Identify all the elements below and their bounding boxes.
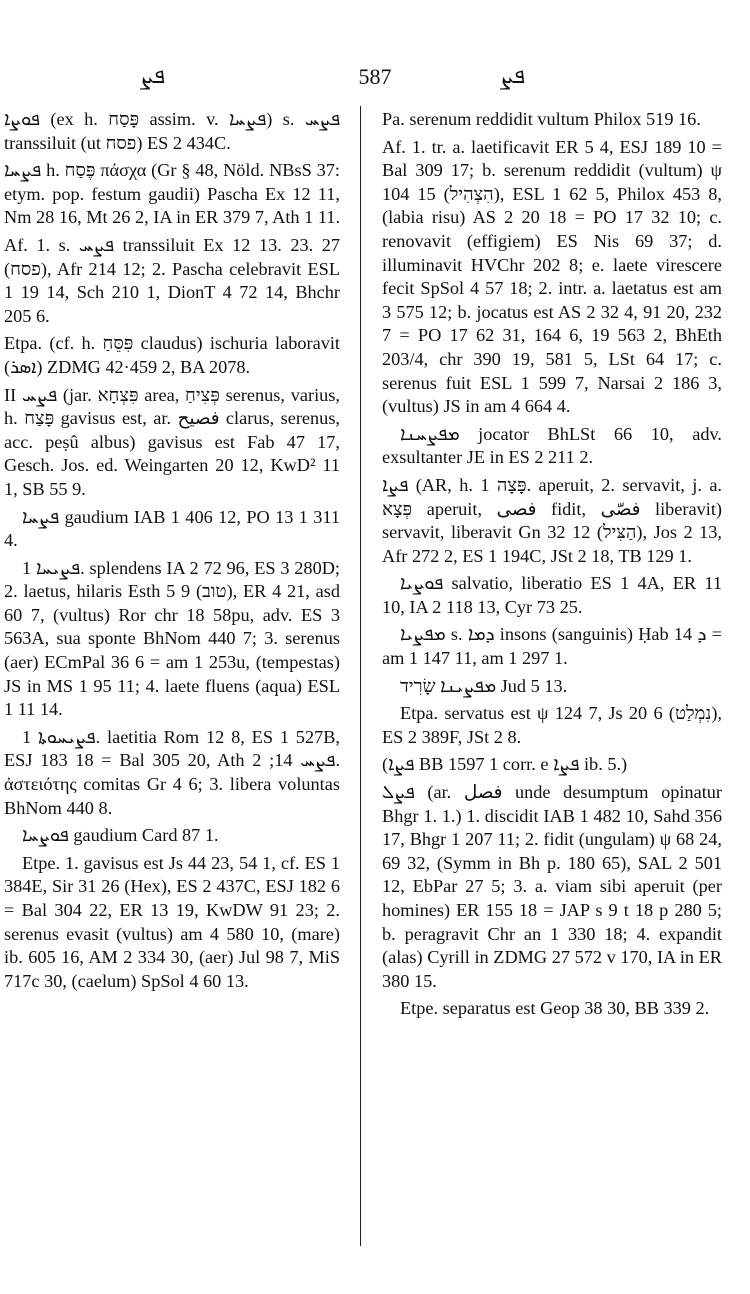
column-divider [360, 106, 361, 1246]
dictionary-entry: Etpa. servatus est ψ 124 7, Js 20 6 (נִמְלַט), ES 2 389F, JSt 2 8. [382, 703, 722, 747]
dictionary-entry: ܦܘܨܝܐ salvatio, liberatio ES 1 4A, ER 11 10, IA 2 118 13, Cyr 73 25. [382, 573, 722, 617]
dictionary-entry: ܦܘܨܐ (ex h. פָּסַח assim. v. ܦܨܚܐ) s. ܦܨܚ transsiluit (ut פסח) ES 2 434C. [4, 109, 340, 153]
dictionary-entry: Etpa. (cf. h. פִּסֵּחַ claudus) ischuria laboravit (ܐܣܪ) ZDMG 42·459 2, BA 2078. [4, 333, 340, 377]
dictionary-entry: Etpe. separatus est Geop 38 30, BB 339 2. [400, 998, 710, 1019]
dictionary-entry: ܦܘܨܚܐ gaudium Card 87 1. [22, 825, 219, 846]
right-column [382, 108, 722, 1025]
dictionary-entry: Af. 1. s. ܦܨܚ transsiluit Ex 12 13. 23. 27 (פסח), Afr 214 12; 2. Pascha celebravit ESL 1 19 14, Sch 210 1, DionT 4 72 14, Bhchr 205 6. [4, 234, 341, 326]
dictionary-entry: ܡܦܨܚܢܐ jocator BhLSt 66 10, adv. exsultanter JE in ES 2 211 2. [382, 423, 722, 468]
left-column [4, 108, 340, 997]
running-head-right: ܦܨ [500, 64, 526, 89]
dictionary-entry: ܦܨܐ (AR, h. פָּצָה 1. aperuit, 2. servavit, j. a. פְּצָא aperuit, فصى fidit, فصّى liberavit) servavit, liberavit Gn 32 12 (הַצִּיל), Jos 2 13, Afr 272 2, ES 1 194C, JSt 2 18, TB 129 1. [382, 474, 723, 566]
dictionary-entry: ܦܨܝܚܐ 1. splendens IA 2 72 96, ES 3 280D; 2. laetus, hilaris Esth 5 9 (טוב), ER 4 21, asd 60 7, (vultus) Ror chr 18 58pu, adv. ES 3 563A, sua sponte BhNom 440 7; 3. serenus (aer) ECmPal 36 6 = am 1 253u, (tempestas) JS in MS 1 95 11; 4. laete fluens (aqua) ESL 1 11 14. [4, 557, 340, 720]
dictionary-entry: Etpe. 1. gavisus est Js 44 23, 54 1, cf. ES 1 384E, Sir 31 26 (Hex), ES 2 437C, ESJ 182 6 = Bal 304 22, ER 13 19, KwDW 91 23; 2. serenus evasit (vultus) am 4 580 10, (mare) ib. 605 16, AM 2 334 30, (aer) Jul 98 7, MiS 717c 30, (caelum) SpSol 4 60 13. [4, 852, 340, 991]
dictionary-entry: ܦܨܚܐ h. פֶּסַח πάσχα (Gr § 48, Nöld. NBsS 37: etym. pop. festum gaudii) Pascha Ex 12 11, Nm 28 16, Mt 26 2, IA in ER 379 7, Ath 1 11. [4, 160, 341, 228]
dictionary-entry: ܡܦܨܝܢܐ שָׂרִיד Jud 5 13. [400, 675, 568, 696]
running-head-left: ܦܨ [140, 64, 166, 89]
dictionary-entry: Pa. serenum reddidit vultum Philox 519 16. [382, 109, 701, 129]
dictionary-entry: ܡܦܨܝܐ s. ܕܡܐ insons (sanguinis) Ḥab ܕ 14 = am 1 147 11, am 1 297 1. [382, 624, 722, 669]
page-header [0, 64, 750, 94]
dictionary-entry: Af. 1. tr. a. laetificavit ER 5 4, ESJ 189 10 = Bal 309 17; b. serenum reddidit (vultum) ψ 104 15 (הִצְהִיל), ESL 1 62 5, Philox 453 8, (labia risu) AS 2 20 18 = PO 17 32 10; c. renovavit (effigiem) ES Nis 69 37; d. illuminavit HVChr 202 8; e. laete virescere fecit SpSol 4 57 18; 2. intr. a. laetatus est am 3 575 12; b. jocatus est AS 2 32 4, 91 20, 232 7 = PO 17 62 31, 164 6, 19 563 2, BhEth 203/4, chr 390 19, 581 5, LSt 64 17; c. serenus fuit ESL 1 599 7, Narsai 2 186 3, (vultus) JS in am 4 664 4. [382, 136, 722, 417]
dictionary-entry: II ܦܨܚ (jar. פִּצְחָא area, פְּצִיחַ serenus, varius, h. פָּצַח gavisus est, ar. فصيح clarus, serenus, acc. peṣû albus) gavisus est Fab 47 17, Gesch. Jos. ed. Weingarten 20 12, KwD² 11 1, SB 55 9. [4, 384, 341, 499]
dictionary-entry: (ܦܨܐ BB 1597 1 corr. e ܦܨܐ ib. 5.) [382, 754, 628, 775]
dictionary-entry: ܦܨܚܐ gaudium IAB 1 406 12, PO 13 1 311 4. [4, 506, 340, 551]
dictionary-entry: ܦܨܠ (ar. فصل unde desumptum opinatur Bhgr 1. 1.) 1. discidit IAB 1 482 10, Sahd 356 17, Bhgr 1 207 11; 2. fidit (ungulam) ψ 68 24, 69 32, (Symm in Bh p. 180 65), SAL 2 501 12, EbPar 27 5; 3. a. viam sibi aperuit (per homines) ER 155 18 = JAP s 9 t 18 p 280 5; b. peragravit Chr an 1 330 18; 4. expandit (alas) Cyrill in ZDMG 27 572 v 170, IA in ER 380 15. [382, 782, 722, 991]
page-number: 587 [358, 64, 392, 89]
dictionary-entry: ܦܨܝܚܘܬܐ 1. laetitia Rom 12 8, ES 1 527B, ESJ 183 18 = Bal 305 20, Ath ܦܨܚ 14; 2. ἀστειότης comitas Gr 4 6; 3. libera voluntas BhNom 440 8. [4, 726, 341, 818]
